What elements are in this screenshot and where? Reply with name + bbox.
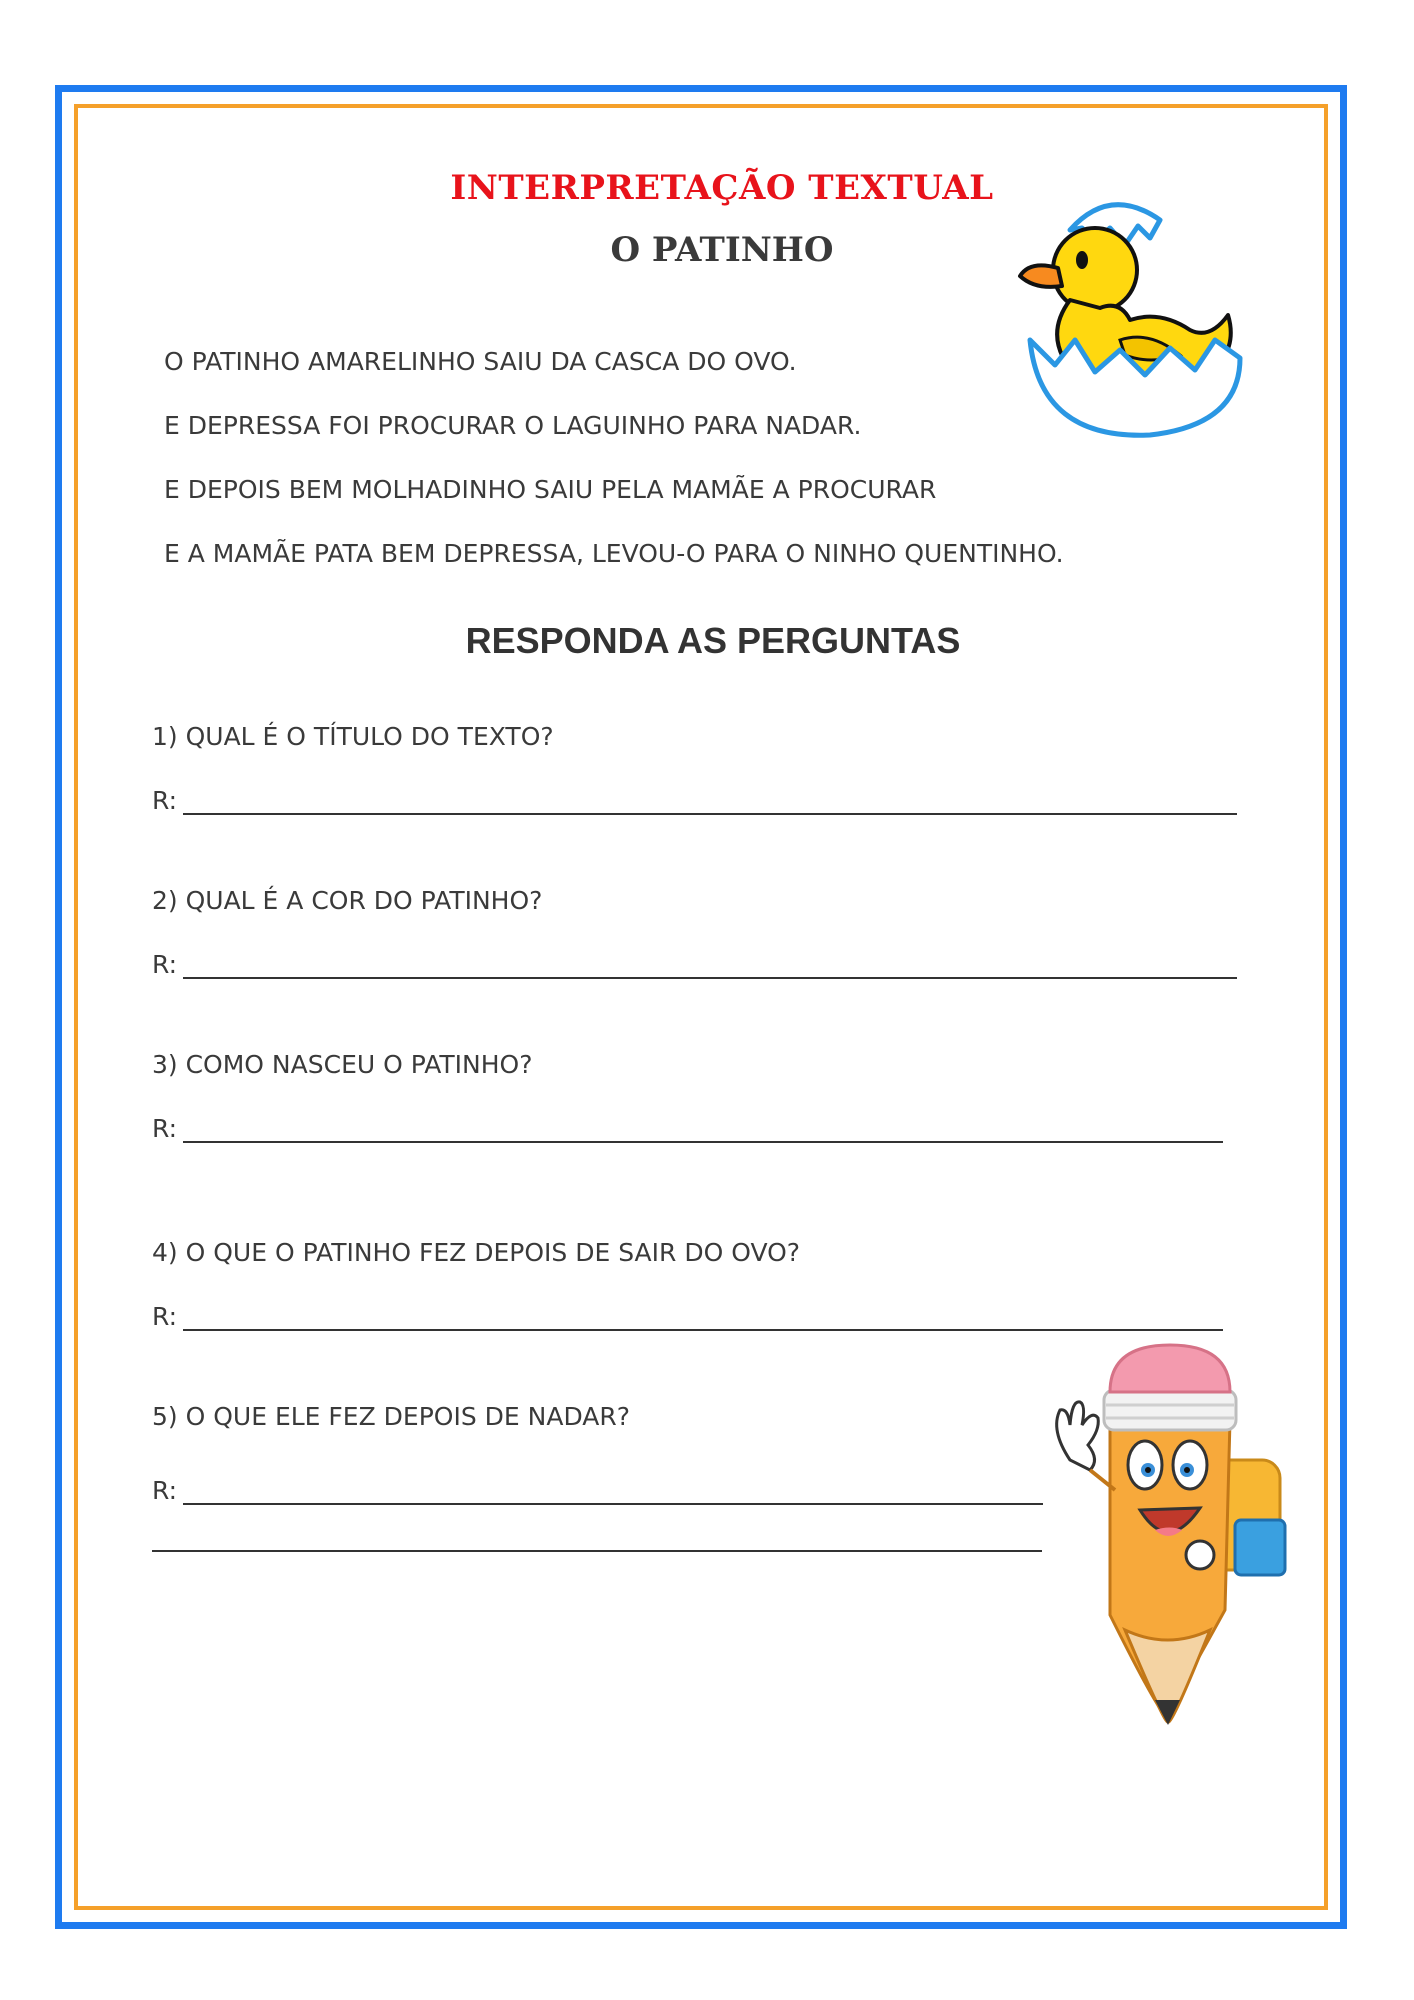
answer-prefix: R: (152, 786, 178, 815)
answer-prefix: R: (152, 950, 178, 979)
questions-heading: RESPONDA AS PERGUNTAS (465, 620, 961, 661)
answer-line[interactable] (183, 1307, 1223, 1331)
question-3: 3) COMO NASCEU O PATINHO? (152, 1050, 533, 1079)
answer-2[interactable] (152, 950, 1237, 979)
answer-3[interactable] (152, 1114, 1223, 1143)
question-4: 4) O QUE O PATINHO FEZ DEPOIS DE SAIR DO OVO? (152, 1238, 801, 1267)
story-line: O PATINHO AMARELINHO SAIU DA CASCA DO OVO. (164, 347, 797, 376)
answer-1[interactable] (152, 786, 1237, 815)
answer-line[interactable] (183, 955, 1237, 979)
question-5: 5) O QUE ELE FEZ DEPOIS DE NADAR? (152, 1402, 631, 1431)
question-2: 2) QUAL É A COR DO PATINHO? (152, 886, 543, 915)
question-1: 1) QUAL É O TÍTULO DO TEXTO? (152, 722, 554, 751)
worksheet-title: INTERPRETAÇÃO TEXTUAL (450, 168, 994, 208)
answer-4[interactable] (152, 1302, 1223, 1331)
story-line: E DEPRESSA FOI PROCURAR O LAGUINHO PARA NADAR. (164, 411, 862, 440)
pencil-with-backpack-icon (1040, 1330, 1300, 1730)
story-line: E DEPOIS BEM MOLHADINHO SAIU PELA MAMÃE A PROCURAR (164, 475, 937, 504)
answer-prefix: R: (152, 1302, 178, 1331)
story-title: O PATINHO (610, 230, 834, 270)
answer-prefix: R: (152, 1476, 178, 1505)
answer-line[interactable] (183, 1481, 1043, 1505)
answer-5[interactable] (152, 1476, 1043, 1505)
answer-line-extra[interactable] (152, 1550, 1042, 1552)
answer-line[interactable] (183, 791, 1237, 815)
duckling-in-egg-icon (1000, 190, 1260, 450)
answer-line[interactable] (183, 1119, 1223, 1143)
story-line: E A MAMÃE PATA BEM DEPRESSA, LEVOU-O PARA O NINHO QUENTINHO. (164, 539, 1064, 568)
answer-prefix: R: (152, 1114, 178, 1143)
